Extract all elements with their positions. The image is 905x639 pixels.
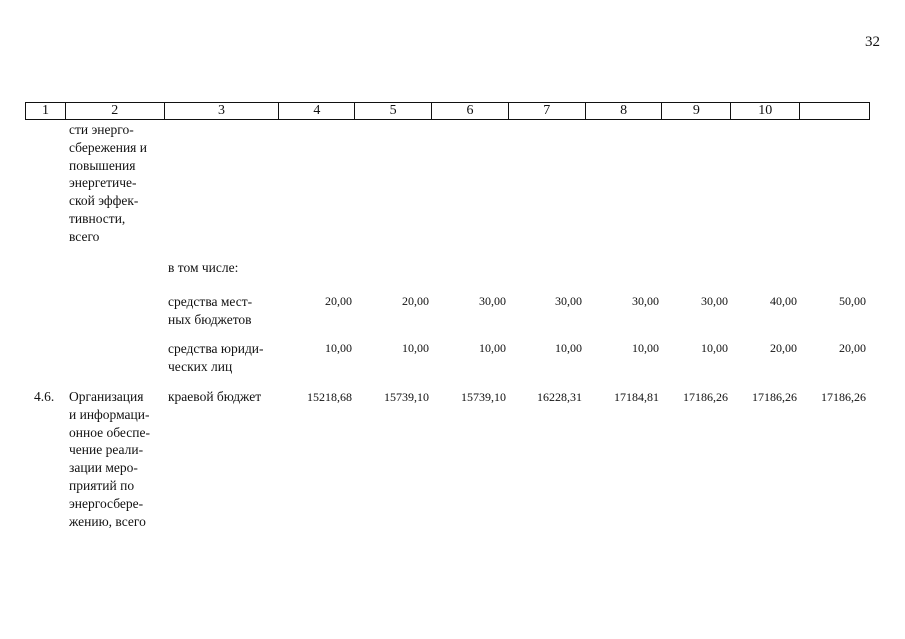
value-cell: 17186,26 [821,390,866,404]
header-col-2: 2 [66,103,165,119]
row-number: 4.6. [34,389,55,404]
value-cell: 10,00 [701,341,728,355]
source-line: средства юриди- [168,341,264,356]
name-line: энергосбере- [69,495,144,511]
name-line: сбережения и [69,139,147,155]
value-cell: 17186,26 [683,390,728,404]
name-line: энергетиче- [69,175,137,191]
value-cell: 20,00 [402,294,429,308]
value-cell: 10,00 [402,341,429,355]
name-line: жению, всего [69,513,146,529]
value-cell: 16228,31 [537,390,582,404]
value-cell: 50,00 [839,294,866,308]
header-col-1: 1 [26,103,66,119]
including-label: в том числе: [168,260,239,275]
value-cell: 30,00 [701,294,728,308]
header-col-4: 4 [279,103,355,119]
source-line: ных бюджетов [168,311,252,327]
name-line: приятий по [69,477,135,493]
value-cell: 20,00 [325,294,352,308]
row-name [69,388,161,530]
value-cell: 10,00 [479,341,506,355]
value-cell: 30,00 [479,294,506,308]
header-col-10: 10 [731,103,800,119]
header-col-6: 6 [432,103,509,119]
name-line: чение реали- [69,442,144,458]
name-line: сти энерго- [69,122,134,137]
row-name-continued [69,121,161,246]
source-line: ческих лиц [168,358,233,374]
value-cell: 30,00 [632,294,659,308]
value-cell: 15739,10 [461,390,506,404]
column-number-header [25,102,870,120]
value-cell: 15218,68 [307,390,352,404]
value-cell: 10,00 [632,341,659,355]
name-line: тивности, [69,210,126,226]
source-local-budgets [168,293,274,329]
source-regional-budget: краевой бюджет [168,389,262,404]
name-line: зации меро- [69,460,138,476]
value-cell: 10,00 [555,341,582,355]
value-cell: 15739,10 [384,390,429,404]
page-number: 32 [865,34,880,50]
value-cell: 20,00 [770,341,797,355]
value-cell: 10,00 [325,341,352,355]
value-cell: 17186,26 [752,390,797,404]
header-col-7: 7 [509,103,586,119]
value-cell: 30,00 [555,294,582,308]
name-line: ской эффек- [69,193,139,209]
header-col-11 [800,103,869,119]
name-line: повышения [69,157,136,173]
header-col-9: 9 [662,103,731,119]
header-col-8: 8 [586,103,663,119]
header-col-3: 3 [165,103,280,119]
name-line: и информаци- [69,406,150,422]
header-col-5: 5 [355,103,432,119]
name-line: онное обеспе- [69,424,150,440]
value-cell: 17184,81 [614,390,659,404]
source-line: средства мест- [168,294,253,309]
value-cell: 20,00 [839,341,866,355]
name-line: Организация [69,389,144,404]
value-cell: 40,00 [770,294,797,308]
source-legal-entities [168,340,274,376]
name-line: всего [69,228,100,244]
